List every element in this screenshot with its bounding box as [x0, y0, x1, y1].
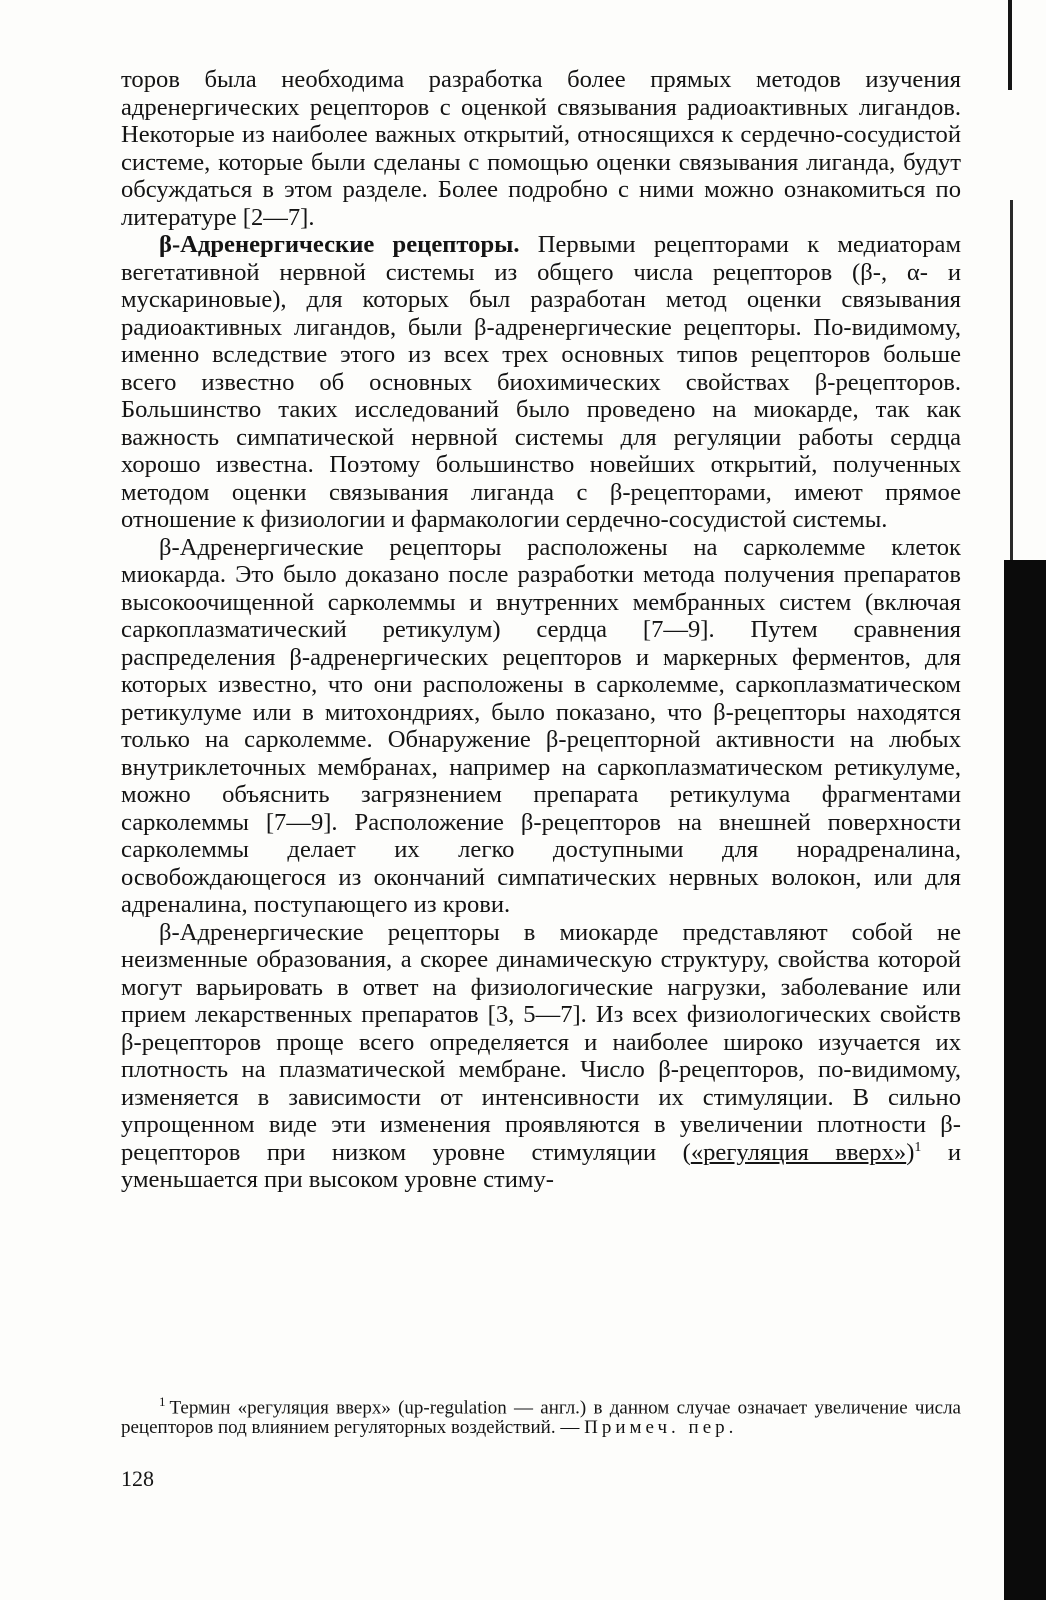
- paragraph-3: β-Адренергические рецепторы расположены на сарколемме клеток миокарда. Это было доказано после разработки метода получения препаратов высокоочищенной сарколеммы и внутренних мембранных систем (включая саркоплазматический ретикулум) сердца [7—9]. Путем сравнения распределения β-адренергических рецепторов и маркерных ферментов, для которых известно, что они расположены в сарколемме, саркоплазматическом ретикулуме или в митохондриях, было показано, что β-рецепторы находятся только на сарколемме. Обнаружение β-рецепторной активности на любых внутриклеточных мембранах, например на саркоплазматическом ретикулуме, можно объяснить загрязнением препарата ретикулума фрагментами сарколеммы [7—9]. Расположение β-рецепторов на внешней поверхности сарколеммы делает их легко доступными для норадреналина, освобождающегося из окончаний симпатических нервных волокон, или для адреналина, поступающего из крови.: [121, 533, 961, 918]
- quoted-term: «регуляция вверх»: [690, 1138, 907, 1166]
- body-text: [121, 66, 961, 1194]
- section-heading: β-Адренергические рецепторы.: [159, 231, 520, 258]
- paragraph-1: торов была необходима разработка более прямых методов изучения адренергических рецепторов с оценкой связывания радиоактивных лигандов. Некоторые из наиболее важных открытий, относящихся к сердечно-сосудистой системе, которые были сделаны с помощью оценки связывания лиганда, будут обсуждаться в этом разделе. Более подробно с ними можно ознакомиться по литературе [2—7].: [121, 66, 961, 231]
- scan-artifact-top: [1008, 0, 1012, 90]
- translator-note: Примеч. пер.: [584, 1417, 738, 1439]
- scan-artifact-edge: [1004, 560, 1046, 1600]
- paragraph-4: β-Адренергические рецепторы в миокарде представляют собой не неизменные образования, а скорее динамическую структуру, свойства которой могут варьировать в ответ на физиологические нагрузки, заболевание или прием лекарственных препаратов [3, 5—7]. Из всех физиологических свойств β-рецепторов проще всего определяется и наиболее широко изучается их плотность на плазматической мембране. Число β-рецепторов, по-видимому, изменяется в зависимости от интенсивности их стимуляции. В сильно упрощенном виде эти изменения проявляются в увеличении плотности β-рецепторов при низком уровне стимуляции («регуляция вверх»)$^1$ и уменьшается при высоком уровне стиму-: [121, 918, 961, 1193]
- page-number: 128: [121, 1466, 154, 1491]
- footnote: [121, 1392, 961, 1438]
- paragraph-4-text: β-Адренергические рецепторы в миокарде представляют собой не неизменные образования, а скорее динамическую структуру, свойства которой могут варьировать в ответ на физиологические нагрузки, заболевание или прием лекарственных препаратов [3, 5—7]. Из всех физиологических свойств β-рецепторов проще всего определяется и наиболее широко изучается их плотность на плазматической мембране. Число β-рецепторов, по-видимому, изменяется в зависимости от интенсивности их стимуляции. В сильно упрощенном виде эти изменения проявляются в увеличении плотности β-рецепторов при низком уровне стимуляции (: [121, 918, 961, 1166]
- paragraph-2-text: Первыми рецепторами к медиаторам вегетативной нервной системы из общего числа рецепторов (β-, α- и мускариновые), для которых был разработан метод оценки связывания радиоактивных лигандов, были β-адренергические рецепторы. По-видимому, именно вследствие этого из всех трех основных типов рецепторов больше всего известно об основных биохимических свойствах β-рецепторов. Большинство таких исследований было проведено на миокарде, так как важность симпатической нервной системы для регуляции работы сердца хорошо известна. Поэтому большинство новейших открытий, полученных методом оценки связывания лиганда с β-рецепторами, имеют прямое отношение к физиологии и фармакологии сердечно-сосудистой системы.: [121, 231, 962, 533]
- footnote-ref: 1: [914, 1139, 922, 1155]
- footnote-mark: 1: [159, 1394, 166, 1409]
- paragraph-2: [121, 231, 961, 534]
- footnote-text: Термин «регуляция вверх» (up-regulation — англ.) в данном случае означает увеличение числа рецепторов под влиянием регуляторных воздействий. —: [121, 1397, 961, 1439]
- scan-artifact-mid: [1010, 200, 1013, 580]
- paragraph-4-tail: и уменьшается при высоком уровне стиму-: [121, 1138, 961, 1193]
